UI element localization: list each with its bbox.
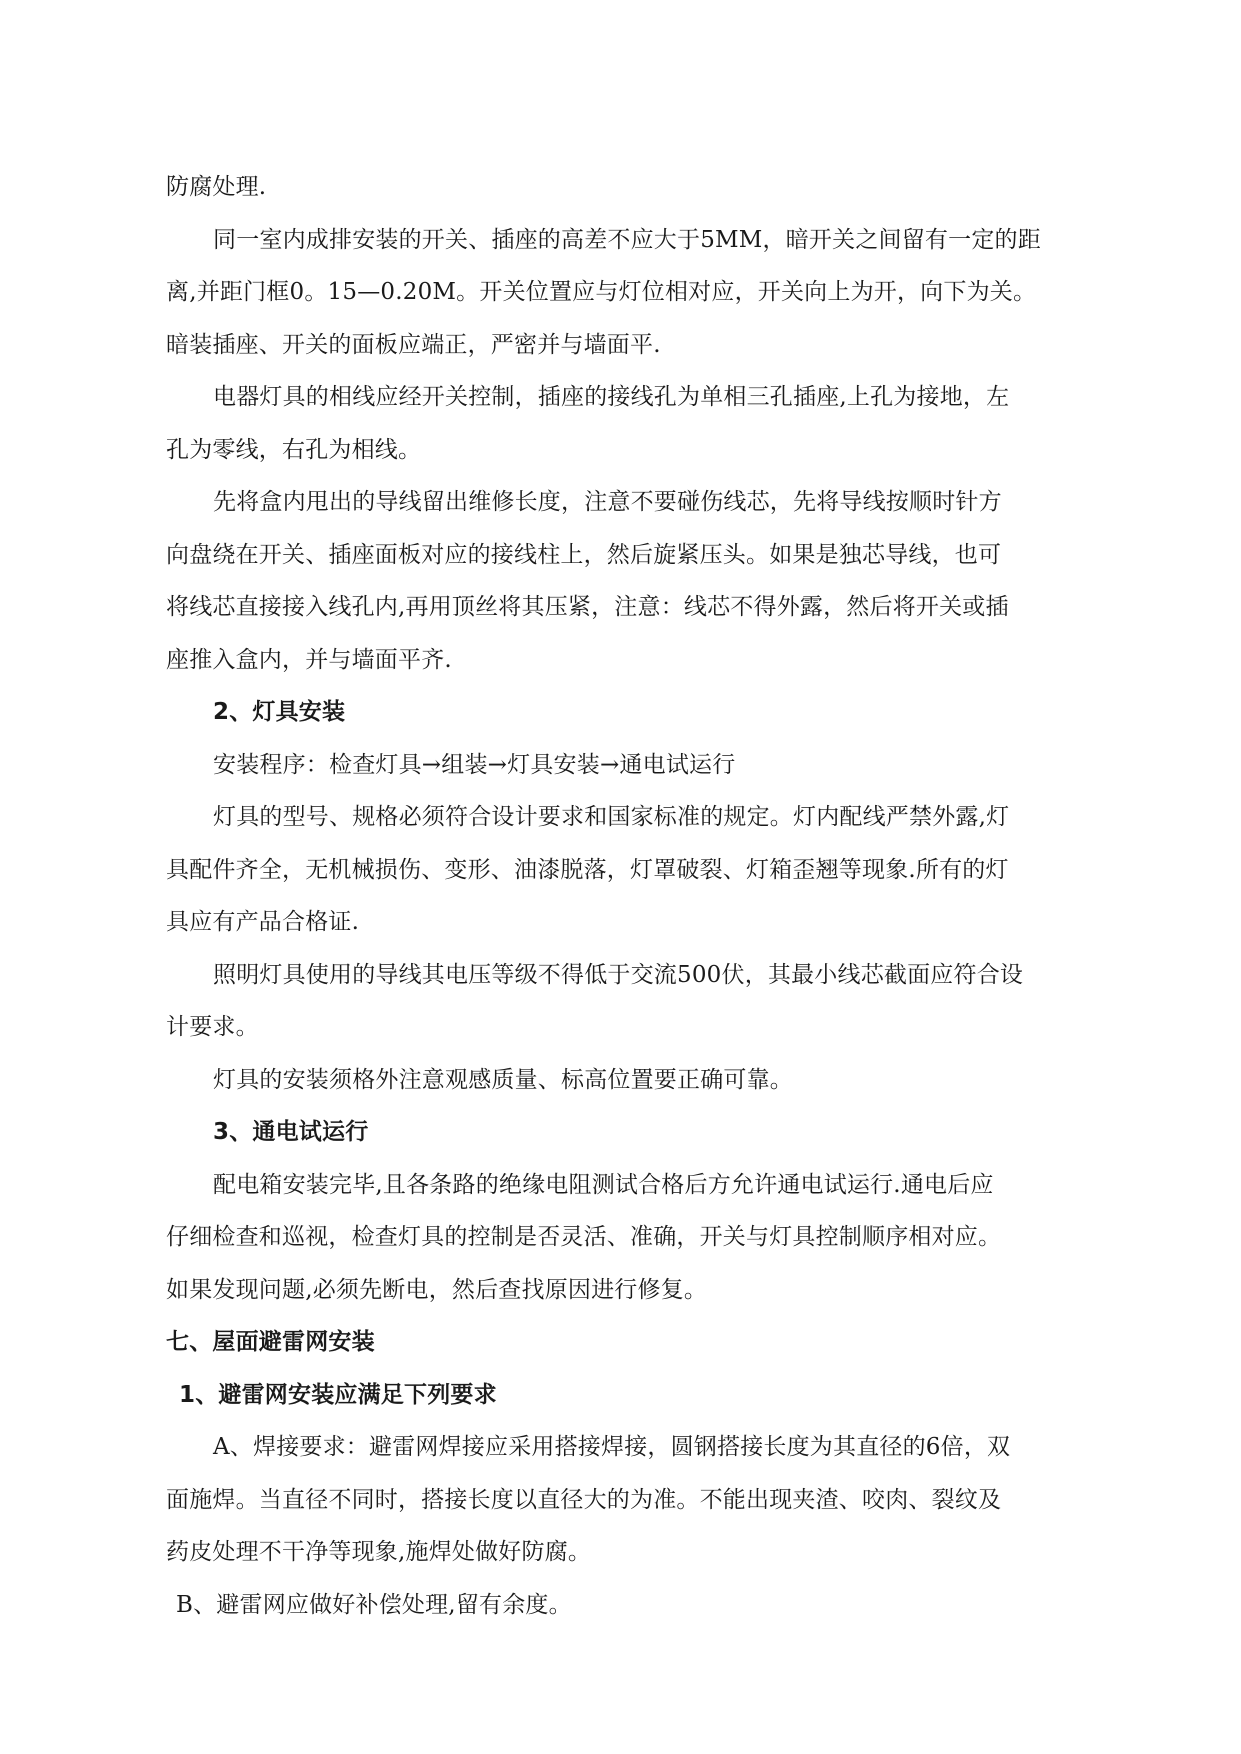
- paragraph-line: B、避雷网应做好补偿处理,留有余度。: [176, 1591, 572, 1618]
- paragraph-line: 安装程序：检查灯具→组装→灯具安装→通电试运行: [213, 751, 736, 778]
- paragraph-line: 如果发现问题,必须先断电，然后查找原因进行修复。: [166, 1276, 708, 1303]
- paragraph-line: 电器灯具的相线应经开关控制，插座的接线孔为单相三孔插座,上孔为接地，左: [213, 384, 1010, 410]
- paragraph-line: 面施焊。当直径不同时，搭接长度以直径大的为准。不能出现夹渣、咬肉、裂纹及: [166, 1486, 1002, 1513]
- paragraph-line: 向盘绕在开关、插座面板对应的接线柱上，然后旋紧压头。如果是独芯导线，也可: [166, 541, 1002, 568]
- chapter-heading: 七、屋面避雷网安装: [166, 1329, 375, 1355]
- paragraph-line: 座推入盒内，并与墙面平齐.: [166, 646, 452, 673]
- paragraph-line: 离,并距门框0。15—0.20M。开关位置应与灯位相对应，开关向上为开，向下为关。: [166, 279, 1037, 305]
- paragraph-line: 灯具的安装须格外注意观感质量、标高位置要正确可靠。: [213, 1066, 793, 1093]
- section-heading: 2、灯具安装: [213, 699, 346, 725]
- paragraph-line: 暗装插座、开关的面板应端正，严密并与墙面平.: [166, 331, 661, 358]
- paragraph-line: A、焊接要求：避雷网焊接应采用搭接焊接，圆钢搭接长度为其直径的6倍，双: [213, 1434, 1011, 1460]
- paragraph-line: 仔细检查和巡视，检查灯具的控制是否灵活、准确，开关与灯具控制顺序相对应。: [166, 1224, 1002, 1250]
- paragraph-line: 配电箱安装完毕,且各条路的绝缘电阻测试合格后方允许通电试运行.通电后应: [213, 1171, 994, 1198]
- paragraph-line: 具配件齐全，无机械损伤、变形、油漆脱落，灯罩破裂、灯箱歪翘等现象.所有的灯: [166, 856, 1009, 883]
- section-heading: 1、避雷网安装应满足下列要求: [179, 1381, 497, 1408]
- document-body: [166, 161, 1080, 1631]
- paragraph-line: 灯具的型号、规格必须符合设计要求和国家标准的规定。灯内配线严禁外露,灯: [213, 804, 1010, 830]
- paragraph-line: 具应有产品合格证.: [166, 909, 360, 935]
- paragraph-line: 孔为零线，右孔为相线。: [166, 436, 422, 463]
- paragraph-line: 药皮处理不干净等现象,施焊处做好防腐。: [166, 1539, 592, 1565]
- paragraph-line: 计要求。: [166, 1014, 259, 1040]
- paragraph-line: 同一室内成排安装的开关、插座的高差不应大于5MM，暗开关之间留有一定的距: [213, 226, 1041, 253]
- paragraph-line: 防腐处理.: [166, 174, 267, 200]
- paragraph-line: 将线芯直接接入线孔内,再用顶丝将其压紧，注意：线芯不得外露，然后将开关或插: [166, 594, 1009, 620]
- paragraph-line: 照明灯具使用的导线其电压等级不得低于交流500伏，其最小线芯截面应符合设: [213, 961, 1024, 988]
- paragraph-line: 先将盒内甩出的导线留出维修长度，注意不要碰伤线芯，先将导线按顺时针方: [213, 489, 1002, 515]
- section-heading: 3、通电试运行: [213, 1119, 369, 1145]
